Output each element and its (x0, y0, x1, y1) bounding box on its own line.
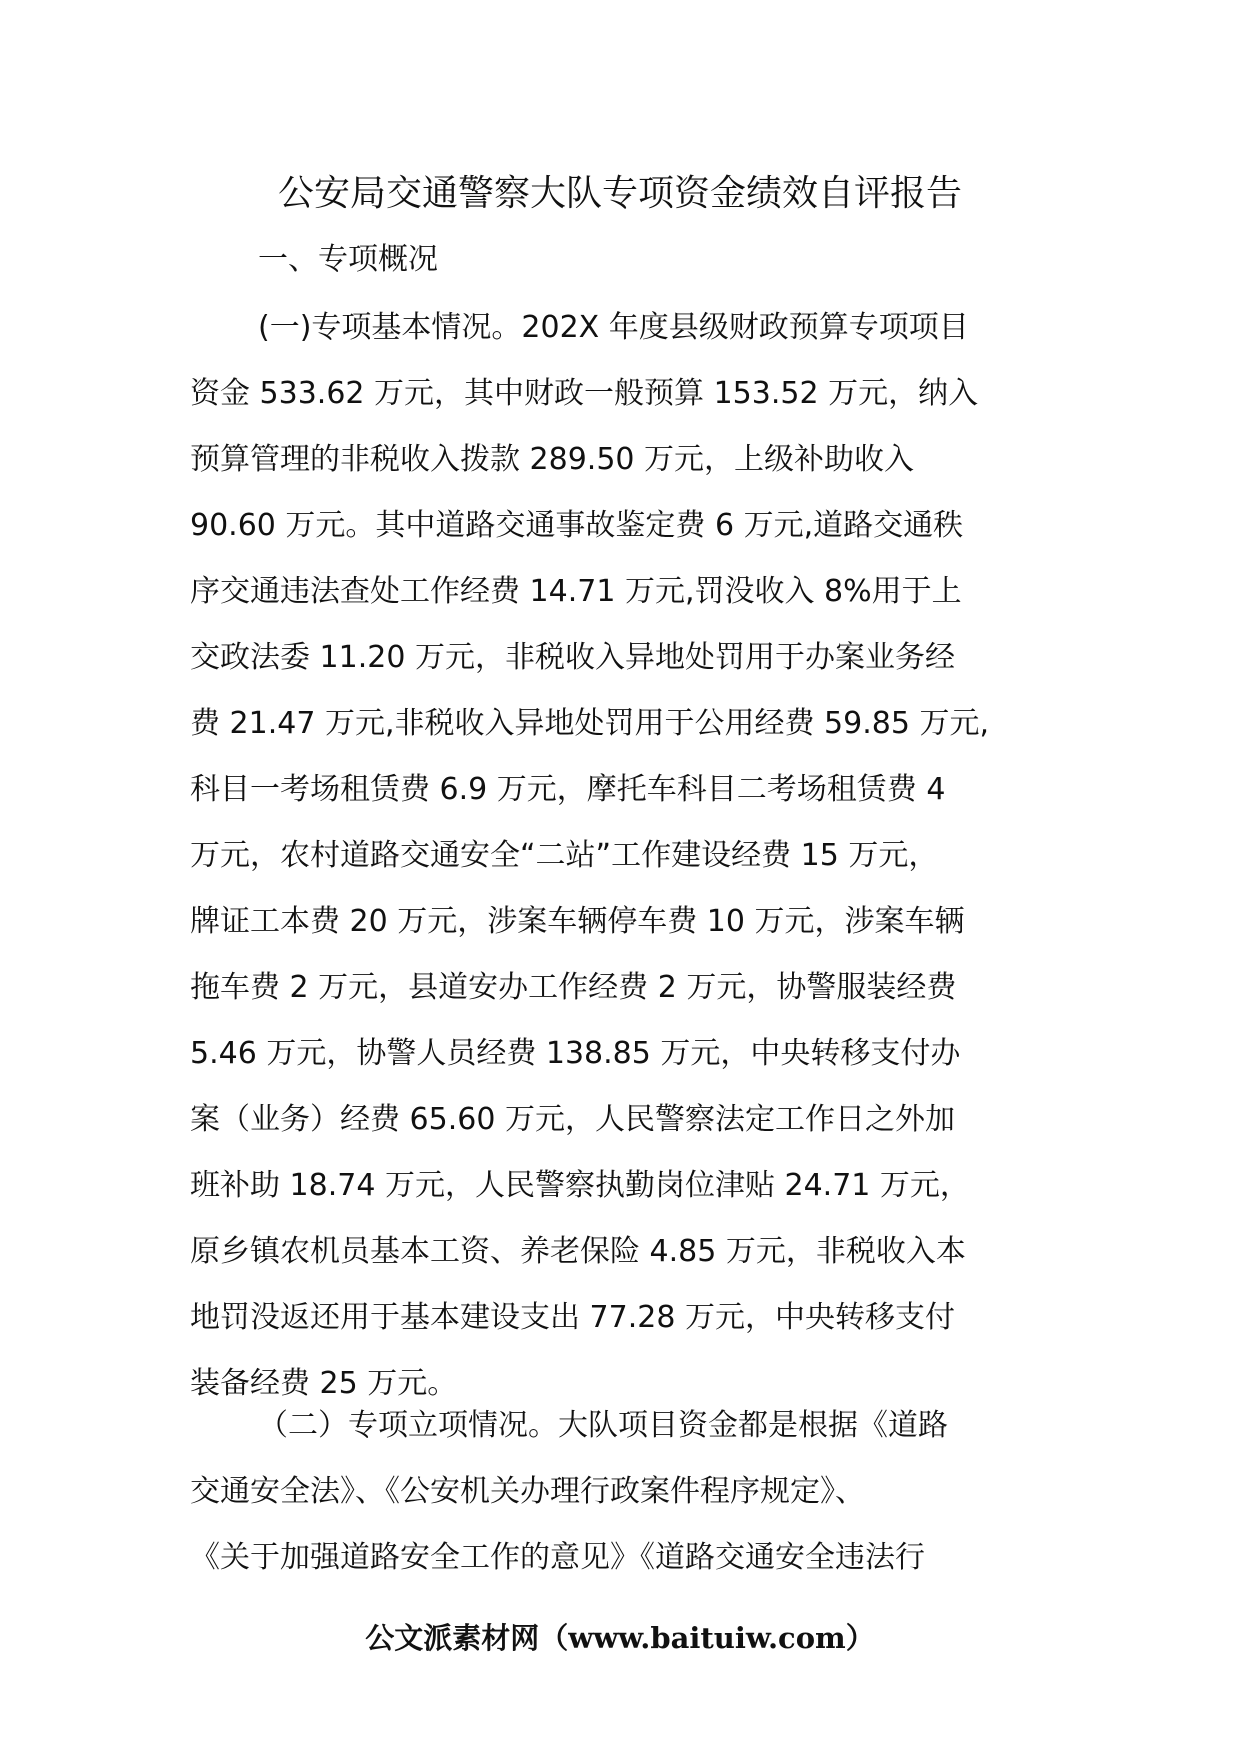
paragraph-line: 《关于加强道路安全工作的意见》《道路交通安全违法行 (190, 1540, 925, 1575)
paragraph-line: 资金 533.62 万元，其中财政一般预算 153.52 万元，纳入 (190, 376, 979, 411)
paragraph-line: 预算管理的非税收入拨款 289.50 万元，上级补助收入 (190, 442, 915, 477)
paragraph-overview (190, 295, 1090, 1417)
paragraph-line: (一)专项基本情况。202X 年度县级财政预算专项项目 (258, 310, 969, 345)
paragraph-line: 科目一考场租赁费 6.9 万元，摩托车科目二考场租赁费 4 (190, 772, 946, 807)
paragraph-line: （二）专项立项情况。大队项目资金都是根据《道路 (258, 1408, 948, 1443)
paragraph-line: 万元，农村道路交通安全“二站”工作建设经费 15 万元， (190, 838, 939, 873)
section-heading: 一、专项概况 (258, 242, 438, 277)
document-title: 公安局交通警察大队专项资金绩效自评报告 (277, 173, 962, 214)
paragraph-line: 交政法委 11.20 万元，非税收入异地处罚用于办案业务经 (190, 640, 955, 675)
paragraph-line: 案（业务）经费 65.60 万元，人民警察法定工作日之外加 (190, 1102, 955, 1137)
paragraph-line: 拖车费 2 万元，县道安办工作经费 2 万元，协警服装经费 (190, 970, 957, 1005)
paragraph-line: 5.46 万元，协警人员经费 138.85 万元，中央转移支付办 (190, 1036, 961, 1071)
paragraph-line: 班补助 18.74 万元，人民警察执勤岗位津贴 24.71 万元， (190, 1168, 970, 1203)
paragraph-line: 牌证工本费 20 万元，涉案车辆停车费 10 万元，涉案车辆 (190, 904, 965, 939)
paragraph-line: 地罚没返还用于基本建设支出 77.28 万元，中央转移支付 (190, 1300, 955, 1335)
paragraph-line: 90.60 万元。其中道路交通事故鉴定费 6 万元,道路交通秩 (190, 508, 964, 543)
paragraph-line: 序交通违法查处工作经费 14.71 万元,罚没收入 8%用于上 (190, 574, 962, 609)
paragraph-approval (190, 1393, 1090, 1591)
paragraph-line: 原乡镇农机员基本工资、养老保险 4.85 万元，非税收入本 (190, 1234, 966, 1269)
paragraph-line: 费 21.47 万元,非税收入异地处罚用于公用经费 59.85 万元, (190, 706, 989, 741)
paragraph-line: 装备经费 25 万元。 (190, 1366, 458, 1401)
paragraph-line: 交通安全法》、《公安机关办理行政案件程序规定》、 (190, 1474, 865, 1509)
watermark-footer: 公文派素材网（www.baituiw.com） (365, 1621, 875, 1655)
